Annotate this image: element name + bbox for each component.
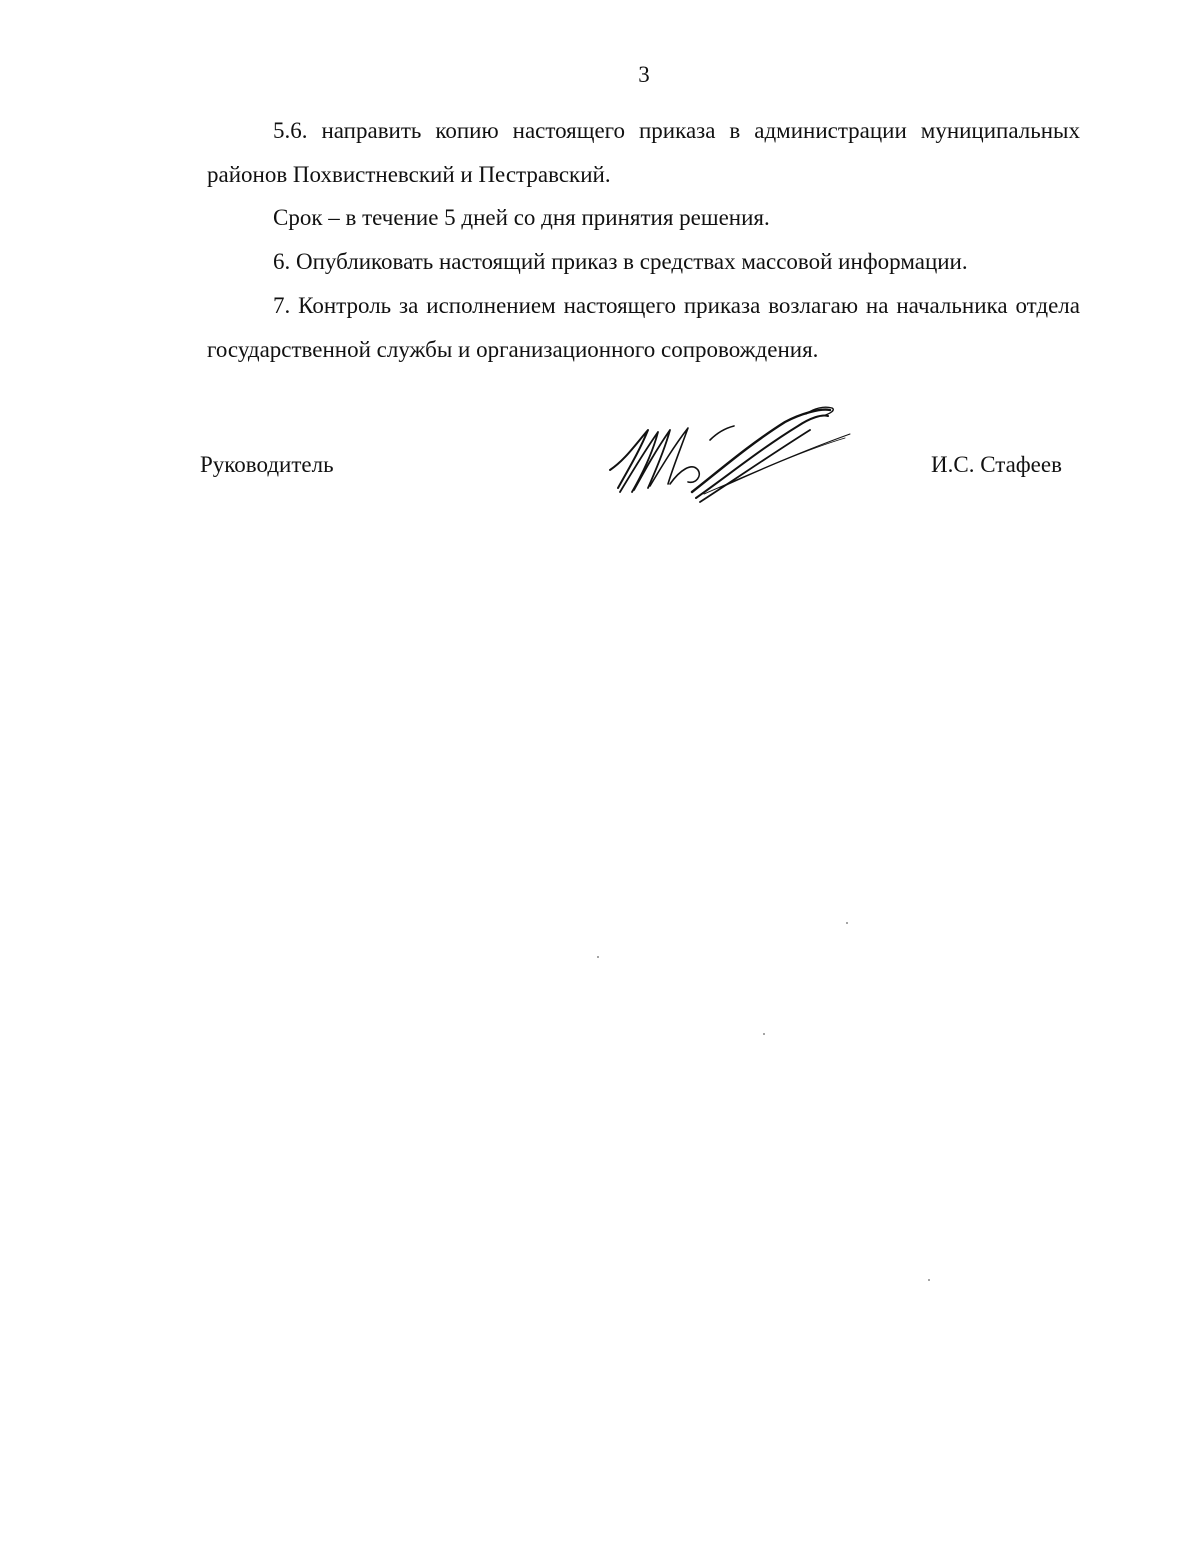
scan-speck	[763, 1033, 765, 1035]
scan-speck	[928, 1279, 930, 1281]
page-number: 3	[638, 62, 650, 87]
paragraph-deadline: Срок – в течение 5 дней со дня принятия решения.	[273, 205, 770, 231]
signer-name: И.С. Стафеев	[931, 452, 1062, 477]
handwritten-signature	[600, 400, 860, 510]
paragraph-7: 7. Контроль за исполнением настоящего приказа возлагаю на начальника отдела государственной службы и организационного сопровождения.	[207, 292, 1080, 362]
paragraph-6: 6. Опубликовать настоящий приказ в средствах массовой информации.	[273, 249, 968, 275]
paragraph-5-6: 5.6. направить копию настоящего приказа в администрации муниципальных районов Похвистневский и Пестравский.	[207, 118, 1080, 187]
scan-speck	[597, 956, 599, 958]
document-body	[207, 109, 1080, 371]
signer-position: Руководитель	[200, 452, 334, 477]
scan-speck	[846, 922, 848, 924]
